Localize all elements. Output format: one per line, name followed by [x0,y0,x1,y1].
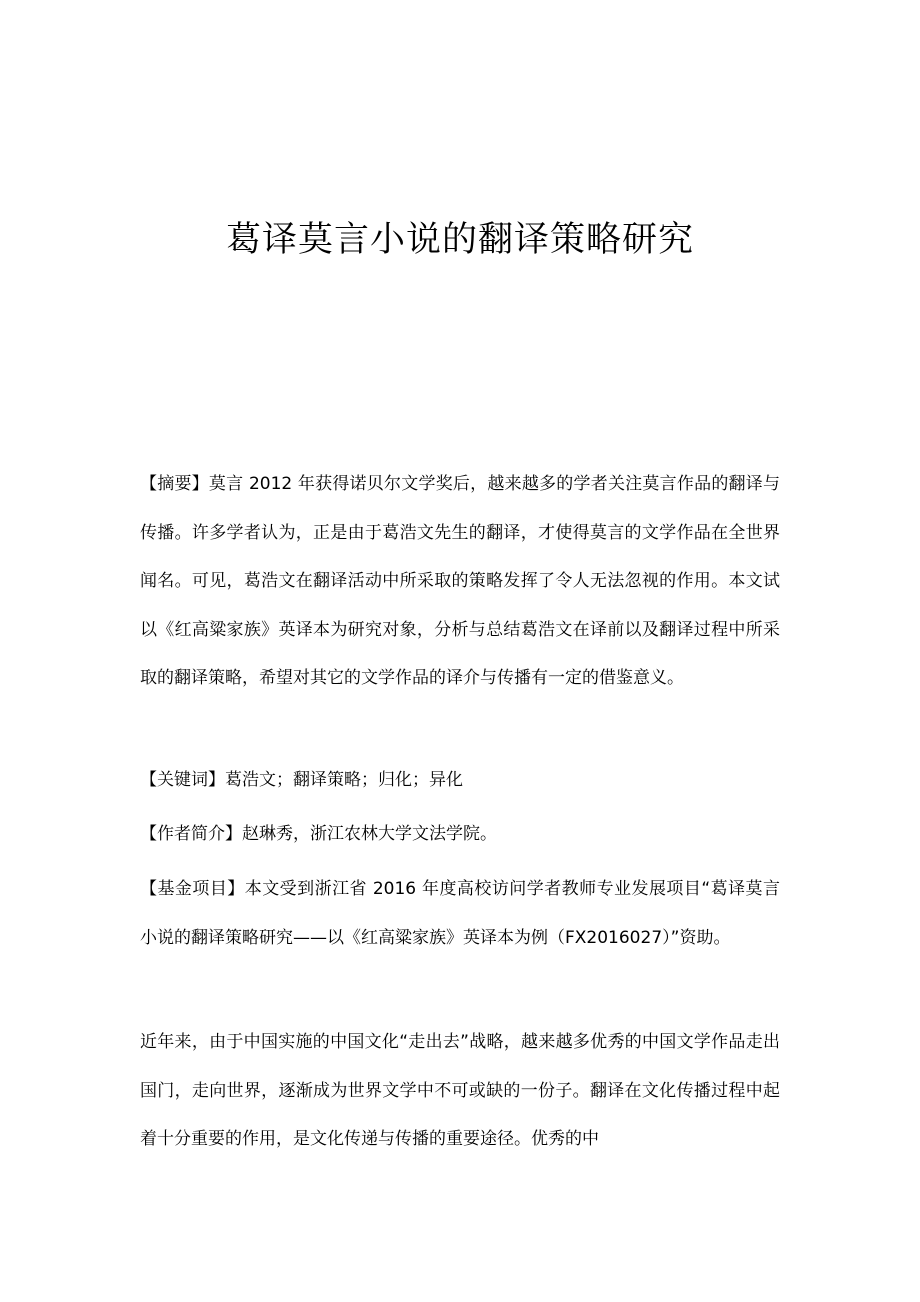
author-label: 【作者简介】 [140,824,242,844]
fund-paragraph [140,865,780,962]
keywords-label: 【关键词】 [140,770,225,790]
keywords-paragraph [140,756,780,805]
keywords-text: 葛浩文；翻译策略；归化；异化 [225,770,463,790]
author-paragraph [140,810,780,859]
abstract-paragraph [140,460,780,703]
fund-text: 本文受到浙江省 2016 年度高校访问学者教师专业发展项目“葛译莫言小说的翻译策略研究——以《红高粱家族》英译本为例（FX2016027）”资助。 [140,879,780,948]
fund-label: 【基金项目】 [140,879,245,899]
intro-paragraph: 近年来，由于中国实施的中国文化“走出去”战略，越来越多优秀的中国文学作品走出国门，走向世界，逐渐成为世界文学中不可或缺的一份子。翻译在文化传播过程中起着十分重要的作用，是文化传递与传播的重要途径。优秀的中 [140,1032,780,1149]
abstract-label: 【摘要】 [140,474,209,494]
author-text: 赵琳秀，浙江农林大学文法学院。 [242,824,497,844]
abstract-text: 莫言 2012 年获得诺贝尔文学奖后，越来越多的学者关注莫言作品的翻译与传播。许多学者认为，正是由于葛浩文先生的翻译，才使得莫言的文学作品在全世界闻名。可见，葛浩文在翻译活动中所采取的策略发挥了令人无法忽视的作用。本文试以《红高粱家族》英译本为研究对象，分析与总结葛浩文在译前以及翻译过程中所采取的翻译策略，希望对其它的文学作品的译介与传播有一定的借鉴意义。 [140,474,780,688]
document-title: 葛译莫言小说的翻译策略研究 [225,220,694,260]
